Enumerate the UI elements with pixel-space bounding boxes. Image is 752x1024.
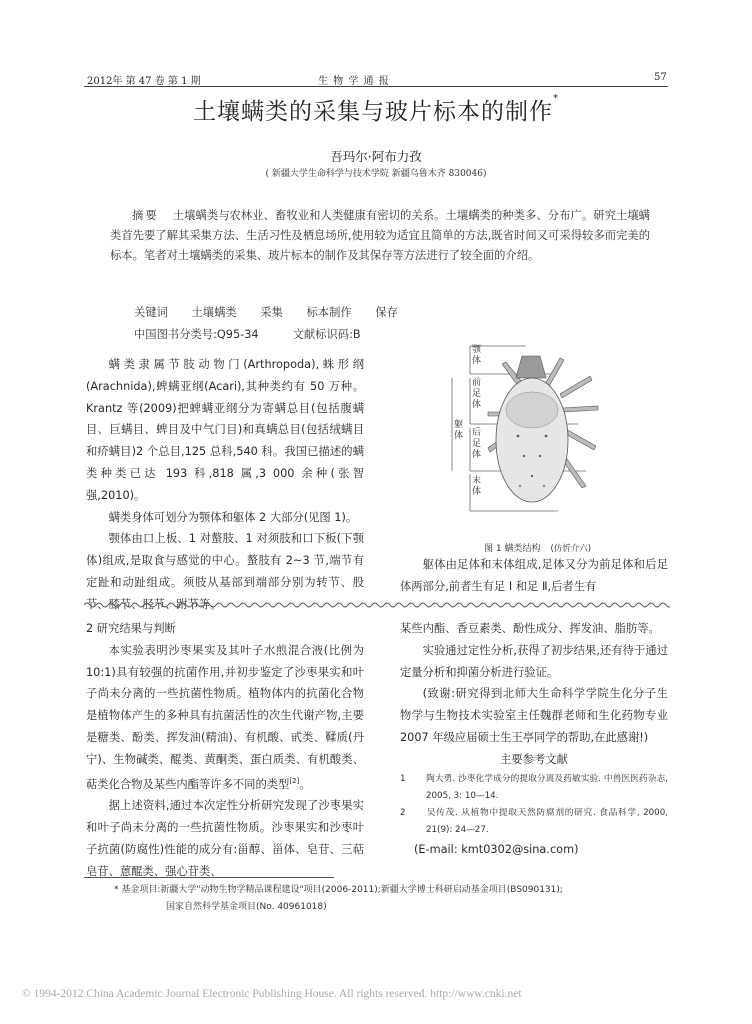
section-2 [86,618,364,882]
reference-text: 吴传茂. 从植物中提取天然防腐剂的研究. 食品科学, 2000, 21(9): 24—27. [426,807,668,835]
funding-footnote-line2: 国家自然科学基金项目(No. 40961018) [166,902,327,912]
reference-number: 2 [400,807,406,818]
keyword-4: 保存 [375,306,398,319]
funding-footnote-line1: * 基金项目:新疆大学"动物生物学精品课程建设"项目(2006-2011);新疆大学博士科研启动基金项目(BS090131); [114,885,563,895]
abstract [110,206,650,265]
abstract-text: 土壤螨类与农林业、畜牧业和人类健康有密切的关系。土壤螨类的种类多、分布广。研究土壤螨类首先要了解其采集方法、生活习性及栖息场所,使用较为适宜且简单的方法,既省时间又可采得较多而完美的标本。笔者对土壤螨类的采集、玻片标本的制作及其保存等方法进行了较全面的介绍。 [110,209,650,262]
wavy-divider [84,600,670,610]
label-gnathosoma: 颚体 [472,345,482,366]
header-rule [84,86,668,87]
figure-caption-text: 图 1 螨类结构 [484,544,541,554]
title-footnote-mark: * [553,93,559,104]
keyword-3: 标本制作 [306,306,352,319]
label-metapodosoma: 后足体 [472,428,482,460]
section-2-paragraph-1-end: 。 [299,777,311,791]
label-idiosoma: 躯体 [454,420,464,441]
continued-compounds: 某些内酯、香豆素类、酚性成分、挥发油、脂肪等。 [400,622,660,635]
keyword-1: 土壤螨类 [191,306,237,319]
references-heading: 主要参考文献 [500,752,568,766]
citation-2: [2] [289,776,300,785]
figure-caption [484,541,591,554]
section-2-heading: 2 研究结果与判断 [86,622,176,635]
page-number: 57 [654,72,667,83]
copyright-notice: © 1994-2012 China Academic Journal Electronic Publishing House. All rights reserved. http://www.cnki.net [22,988,522,1000]
right-column-intro [400,554,668,598]
section-2-paragraph-1 [86,640,364,795]
section-2-paragraph-2: 据上述资料,通过本次定性分析研究发现了沙枣果实和叶子尚未分离的一些抗菌性物质。沙枣果实和沙枣叶子抗菌(防腐性)性能的成分有:甾醇、甾体、皂苷、三萜皂苷、蒽醌类、强心苷类、 [86,799,364,878]
classification [134,326,395,342]
abstract-label: 摘要 [132,209,159,222]
intro-paragraph-3: 颚体由口上板、1 对螯肢、1 对须肢和口下板(下颚体)组成,是取食与感觉的中心。螯肢有 2~3 节,端节有定趾和动趾组成。须肢从基部到端部分别为转节、股节、膝节、胫节、跗节等。 [86,532,364,611]
footnote-rule [84,877,334,878]
keyword-2: 采集 [260,306,283,319]
acknowledgement: (致谢:研究得到北师大生命科学学院生化分子生物学与生物技术实验室主任魏群老师和生化药物专业 2007 年级应届硕士生王亭同学的帮助,在此感谢!) [400,687,668,744]
label-propodosoma: 前足体 [472,378,482,410]
right-column-conclusion [400,618,668,860]
intro-paragraph-2: 螨类身体可划分为颚体和躯体 2 大部分(见图 1)。 [108,510,358,524]
clc-number: 中国图书分类号:Q95-34 [134,328,259,341]
intro-paragraph-1: 螨类隶属节肢动物门(Arthropoda),蛛形纲(Arachnida),蜱螨亚纲(Acari),其种类约有 50 万种。Krantz 等(2009)把蜱螨亚纲分为寄螨总目(包括腹螨目、巨螨目、蜱目及中气门目)和真螨总目(包括绒螨目和疥螨目)2 个总目,125 总科,540 科。我国已描述的螨类种类已达 193 科,818 属,3 000 余种(张智强,2010)。 [86,358,364,502]
reference-item [400,771,668,805]
reference-number: 1 [400,773,406,784]
running-header-journal: 生 物 学 通 报 [318,76,390,87]
gnathosoma-shape [516,356,546,378]
author: 吾玛尔·阿布力孜 [330,149,422,164]
article-title [0,93,752,126]
reference-item [400,805,668,839]
body-division-text: 躯体由足体和末体组成,足体又分为前足体和后足体两部分,前者生有足 Ⅰ 和足 Ⅱ,后者生有 [400,558,668,593]
document-code: 文献标识码:B [292,328,361,341]
running-header-left: 2012年 第 47 卷 第 1 期 [87,76,201,87]
keywords-label: 关键词 [134,306,168,319]
title-text: 土壤螨类的采集与玻片标本的制作 [193,99,553,125]
figure-caption-note: (仿忻介六) [550,544,592,554]
section-2-paragraph-1-text: 本实验表明沙枣果实及其叶子水煎混合液(比例为 10:1)具有较强的抗菌作用,并初步鉴定了沙枣果实和叶子尚未分离的一些抗菌性物质。植物体内的抗菌化合物是植物体产生的多种具有抗菌活性的次生代谢产物,主要是糖类、酚类、挥发油(精油)、有机酸、甙类、鞣质(丹宁)、生物碱类、醌类、黄酮类、蛋白质类、有机酸类、萜类化合物及某些内酯等许多不同的类型 [86,643,364,791]
label-opisthosoma: 末体 [472,476,482,497]
conclusion-paragraph: 实验通过定性分析,获得了初步结果,还有待于通过定量分析和抑菌分析进行验证。 [400,643,668,679]
left-column-intro [86,354,364,616]
author-email: (E-mail: kmt0302@sina.com) [414,842,579,856]
keywords [134,304,416,320]
reference-text: 陶大勇. 沙枣化学成分的提取分离及药敏实验. 中兽医医药杂志, 2005, 3: 10—14. [426,773,668,801]
affiliation: ( 新疆大学生命科学与技术学院 新疆乌鲁木齐 830046) [265,169,487,179]
